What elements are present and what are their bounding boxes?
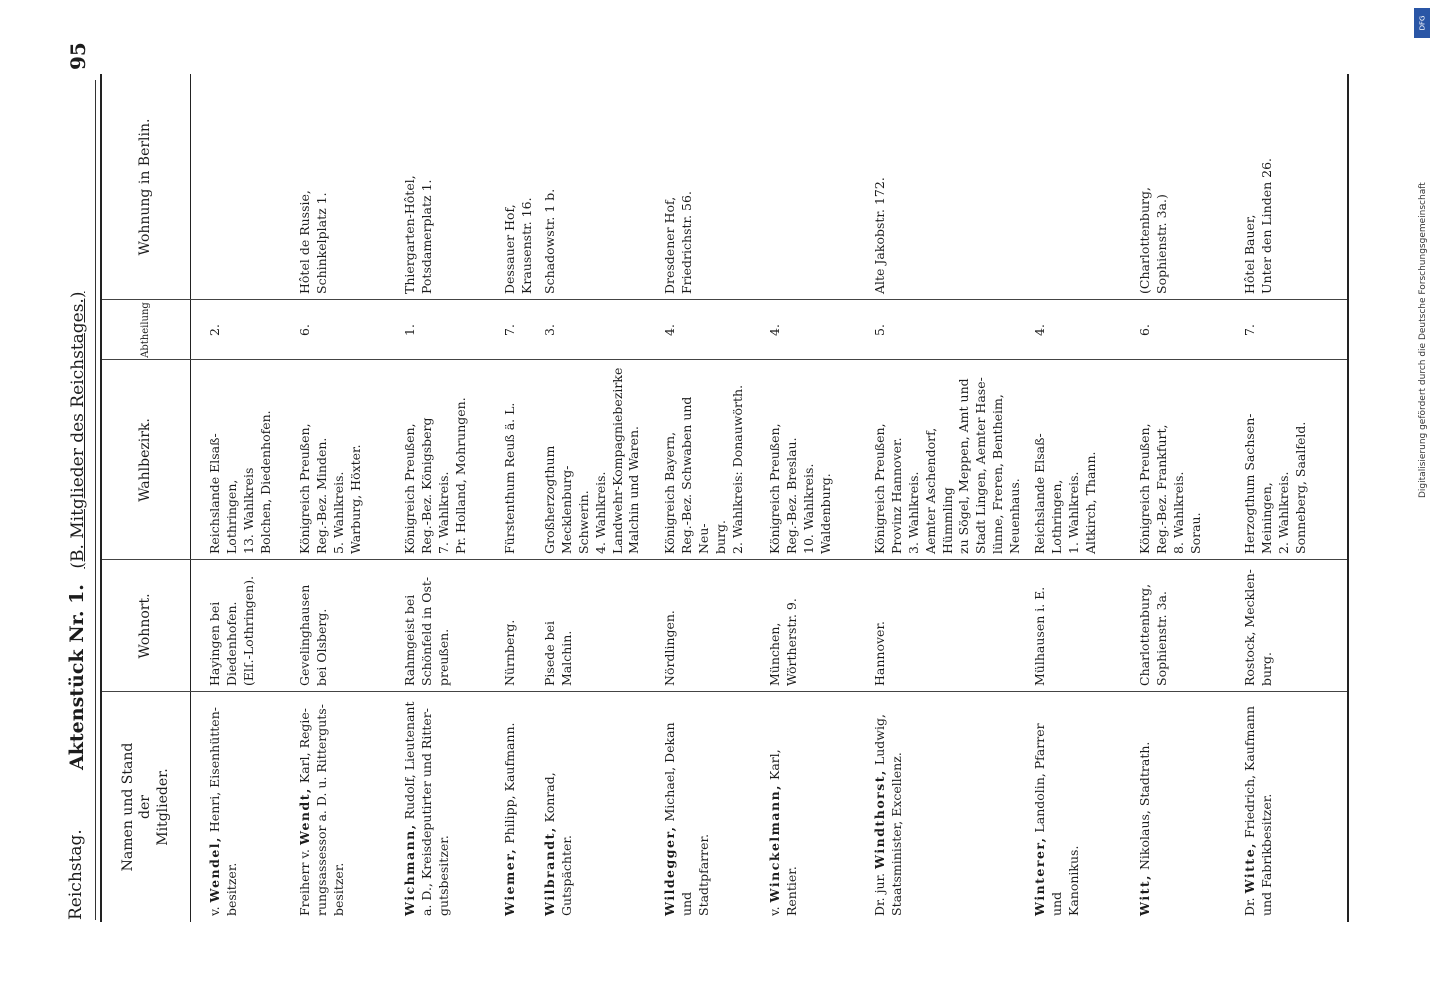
residence: Pisede bei Malchin. bbox=[542, 621, 574, 686]
member-name bbox=[872, 692, 906, 922]
berlin-address: Schadowstr. 1 b. bbox=[542, 188, 557, 294]
column-header-name: Namen und Stand der Mitglieder. bbox=[119, 742, 171, 872]
constituency: Reichslande Elsaß-Lothringen, 13. Wahlkreis Bolchen, Diedenhofen. bbox=[207, 410, 273, 554]
berlin-address: (Charlottenburg, Sophienstr. 3a.) bbox=[1137, 187, 1169, 294]
surname: Wendt, bbox=[297, 787, 312, 846]
constituency: Königreich Preußen, Reg.-Bez. Breslau. 10. Wahlkreis. Waldenburg. bbox=[767, 423, 833, 554]
digitization-watermark bbox=[1418, 8, 1432, 992]
surname: Winckelmann, bbox=[767, 783, 782, 903]
surname: Witt, bbox=[1137, 874, 1152, 916]
residence: Hannover. bbox=[872, 620, 887, 686]
division: 4. bbox=[1032, 324, 1047, 336]
division: 4. bbox=[767, 324, 782, 336]
surname: Wendel, bbox=[207, 836, 222, 903]
name-prefix: Freiherr v. bbox=[297, 849, 312, 916]
division: 1. bbox=[402, 324, 417, 336]
name-details: Landolin, Pfarrer und Kanonikus. bbox=[1032, 723, 1081, 916]
name-details: Karl, Rentier. bbox=[767, 749, 799, 916]
member-name bbox=[402, 692, 453, 922]
name-prefix: v. bbox=[207, 906, 222, 916]
division: 6. bbox=[1137, 324, 1152, 336]
surname: Wilbrandt, bbox=[542, 826, 557, 916]
surname: Wiemer, bbox=[502, 847, 517, 916]
name-details: Nikolaus, Stadtrath. bbox=[1137, 741, 1152, 871]
berlin-address: Dresdener Hof, Friedrichstr. 56. bbox=[662, 191, 694, 294]
column-header-berlin: Wohnung in Berlin. bbox=[137, 118, 154, 256]
constituency: Königreich Preußen, Reg.-Bez. Königsberg 7. Wahlkreis. Pr. Holland, Mohrungen. bbox=[402, 397, 468, 554]
surname: Windthorst, bbox=[872, 769, 887, 869]
constituency: Fürstenthum Reuß ä. L. bbox=[502, 402, 517, 554]
name-prefix: Dr. bbox=[1242, 897, 1257, 916]
name-prefix: Dr. jur. bbox=[872, 872, 887, 916]
name-details: Philipp, Kaufmann. bbox=[502, 722, 517, 844]
member-name bbox=[502, 692, 519, 922]
surname: Winterer, bbox=[1032, 836, 1047, 916]
constituency: Königreich Preußen, Reg.-Bez. Frankfurt, 8. Wahlkreis. Sorau. bbox=[1137, 423, 1203, 554]
name-details: Konrad, Gutspächter. bbox=[542, 772, 574, 916]
page-number: 95 bbox=[66, 42, 90, 70]
member-name bbox=[1242, 692, 1276, 922]
name-details: Friedrich, Kaufmann und Fabrikbesitzer. bbox=[1242, 706, 1274, 916]
name-details: Michael, Dekan und Stadtpfarrer. bbox=[662, 722, 711, 916]
name-details: Henri, Eisenhütten- besitzer. bbox=[207, 707, 239, 916]
member-name bbox=[1137, 692, 1154, 922]
residence: Nördlingen. bbox=[662, 610, 677, 686]
dfg-logo-text: DFG bbox=[1418, 15, 1426, 31]
member-name bbox=[542, 692, 576, 922]
member-name bbox=[662, 692, 713, 922]
running-head-left: Reichstag. bbox=[66, 829, 86, 920]
member-name bbox=[297, 692, 348, 922]
division: 5. bbox=[872, 324, 887, 336]
document-label: Aktenstück Nr. 1. bbox=[66, 584, 88, 770]
division: 6. bbox=[297, 324, 312, 336]
residence: Nürnberg. bbox=[502, 619, 517, 686]
name-details: Ludwig, Staatsminister, Excellenz. bbox=[872, 714, 904, 916]
constituency: Herzogthum Sachsen-Meiningen, 2. Wahlkreis. Sonneberg, Saalfeld. bbox=[1242, 413, 1308, 554]
member-name bbox=[767, 692, 801, 922]
constituency: Großherzogthum Mecklenburg- Schwerin. 4. Wahlkreis. Landwehr-Kompagniebezirke Malchin und Waren. bbox=[542, 367, 642, 554]
header-divider bbox=[190, 74, 191, 922]
berlin-address: Alte Jakobstr. 172. bbox=[872, 177, 887, 294]
name-prefix: v. bbox=[767, 906, 782, 916]
name-details: Rudolf, Lieutenant a. D., Kreisdeputirter und Ritter- gutsbesitzer. bbox=[402, 701, 451, 916]
member-name bbox=[207, 692, 241, 922]
division: 7. bbox=[1242, 324, 1257, 336]
residence: Hayingen bei Diedenhofen. (Elſ.-Lothringen). bbox=[207, 575, 256, 686]
division: 2. bbox=[207, 324, 222, 336]
division: 7. bbox=[502, 324, 517, 336]
running-head-center bbox=[66, 292, 88, 770]
constituency: Königreich Preußen, Reg.-Bez. Minden. 5. Wahlkreis. Warburg, Höxter. bbox=[297, 423, 363, 554]
division: 4. bbox=[662, 324, 677, 336]
member-name bbox=[1032, 692, 1083, 922]
berlin-address: Thiergarten-Hôtel, Potsdamerplatz 1. bbox=[402, 175, 434, 294]
constituency: Reichslande Elsaß-Lothringen, 1. Wahlkreis. Altkirch, Thann. bbox=[1032, 433, 1098, 554]
berlin-address: Dessauer Hof, Krausenstr. 16. bbox=[502, 197, 534, 294]
column-header-wohnort: Wohnort. bbox=[137, 593, 154, 659]
column-header-wahlbezirk: Wahlbezirk. bbox=[137, 418, 154, 502]
residence: München, Wörtherstr. 9. bbox=[767, 598, 799, 686]
residence: Rostock, Mecklen- burg. bbox=[1242, 569, 1274, 686]
members-table bbox=[100, 74, 1349, 922]
document-subtitle: (B. Mitglieder des Reichstages.) bbox=[68, 291, 88, 569]
residence: Charlottenburg, Sophienstr. 3a. bbox=[1137, 583, 1169, 686]
berlin-address: Hôtel de Russie, Schinkelplatz 1. bbox=[297, 190, 329, 294]
surname: Witte, bbox=[1242, 841, 1257, 894]
residence: Gevelinghausen bei Olsberg. bbox=[297, 584, 329, 686]
residence: Rahmgeist bei Schönfeld in Ost- preußen. bbox=[402, 576, 451, 686]
constituency: Königreich Bayern, Reg.-Bez. Schwaben und Neu- burg. 2. Wahlkreis: Donauwörth. bbox=[662, 384, 745, 554]
header-rule bbox=[95, 80, 96, 920]
constituency: Königreich Preußen, Provinz Hannover. 3. Wahlkreis. Aemter Aschendorf, Hümmling zu Sögel, Meppen, Amt und Stadt Lingen, Aemter Hase- lünne, Freren, Bentheim, Neuenhaus. bbox=[872, 377, 1022, 554]
name-details: Karl, Regie- rungsassessor a. D. u. Ritterguts- besitzer. bbox=[297, 704, 346, 916]
column-header-abteilung: Abtheilung bbox=[139, 302, 151, 358]
surname: Wichmann, bbox=[402, 823, 417, 916]
surname: Wildegger, bbox=[662, 825, 677, 916]
residence: Mülhausen i. E. bbox=[1032, 586, 1047, 686]
berlin-address: Hôtel Bauer, Unter den Linden 26. bbox=[1242, 157, 1274, 294]
watermark-text: Digitalisierung gefördert durch die Deutsche Forschungsgemeinschaft bbox=[1418, 182, 1428, 498]
division: 3. bbox=[542, 324, 557, 336]
